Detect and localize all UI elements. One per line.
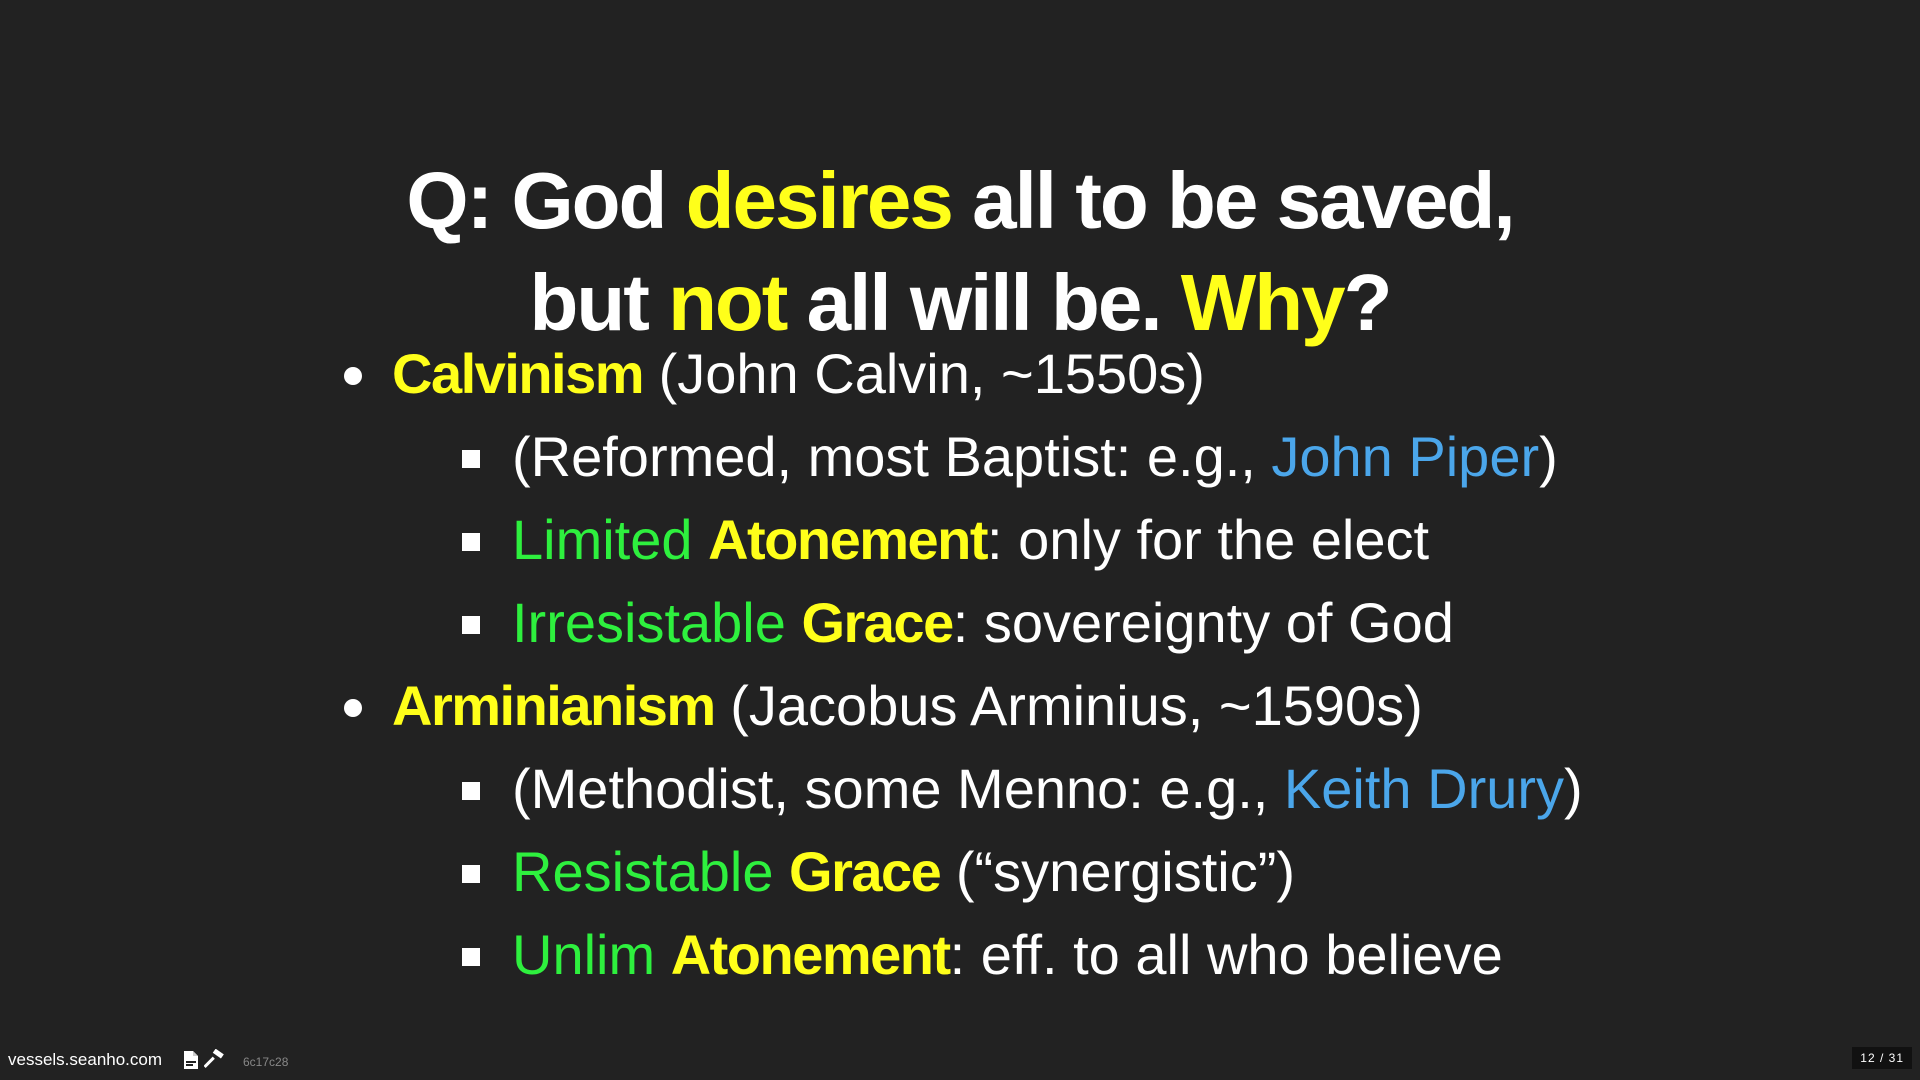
sub-green-term: Limited bbox=[512, 508, 693, 571]
bullet-detail: (Jacobus Arminius, ~1590s) bbox=[714, 674, 1423, 737]
sub-bold-term: Atonement bbox=[708, 508, 988, 571]
sub-text: : only for the elect bbox=[987, 508, 1430, 571]
pdf-icon[interactable] bbox=[180, 1049, 202, 1071]
sub-text: : eff. to all who believe bbox=[949, 923, 1503, 986]
square-bullet-icon bbox=[462, 865, 480, 883]
sub-bullet bbox=[340, 581, 1820, 664]
sub-space bbox=[693, 508, 709, 571]
sub-green-term: Irresistable bbox=[512, 591, 786, 654]
sub-text: ) bbox=[1539, 425, 1558, 488]
title-text: all will be. bbox=[786, 257, 1181, 347]
title-line-1 bbox=[0, 150, 1920, 252]
square-bullet-icon bbox=[462, 450, 480, 468]
commit-hash: 6c17c28 bbox=[243, 1055, 289, 1069]
square-bullet-icon bbox=[462, 948, 480, 966]
sub-bullet bbox=[340, 830, 1820, 913]
bullet-term: Calvinism bbox=[392, 342, 644, 405]
square-bullet-icon bbox=[462, 616, 480, 634]
link-keith-drury[interactable]: Keith Drury bbox=[1283, 757, 1565, 820]
sub-bold-term: Grace bbox=[801, 591, 953, 654]
sub-bullet bbox=[340, 498, 1820, 581]
title-highlight-not: not bbox=[668, 257, 787, 347]
sub-bold-term: Grace bbox=[789, 840, 941, 903]
sub-space bbox=[655, 923, 671, 986]
sub-text: (Methodist, some Menno: e.g., bbox=[512, 757, 1284, 820]
footer bbox=[0, 1040, 1920, 1080]
slide-title bbox=[0, 150, 1920, 354]
link-john-piper[interactable]: John Piper bbox=[1271, 425, 1540, 488]
footer-icons bbox=[180, 1049, 226, 1071]
bullet-list bbox=[340, 332, 1820, 996]
sub-bullet bbox=[340, 747, 1820, 830]
title-highlight-why: Why bbox=[1180, 257, 1344, 347]
sub-bullet bbox=[340, 415, 1820, 498]
sub-space bbox=[786, 591, 802, 654]
title-text: but bbox=[529, 257, 669, 347]
sub-bold-term: Atonement bbox=[670, 923, 950, 986]
sub-text: (“synergistic”) bbox=[940, 840, 1296, 903]
sub-text: (Reformed, most Baptist: e.g., bbox=[512, 425, 1272, 488]
sub-text: ) bbox=[1564, 757, 1583, 820]
title-highlight-desires: desires bbox=[685, 155, 952, 245]
bullet-calvinism bbox=[340, 332, 1820, 415]
title-text: Q: God bbox=[406, 155, 686, 245]
site-link[interactable]: vessels.seanho.com bbox=[8, 1050, 163, 1069]
page-counter: 12 / 31 bbox=[1852, 1047, 1912, 1069]
bullet-term: Arminianism bbox=[392, 674, 715, 737]
title-text: all to be saved, bbox=[951, 155, 1514, 245]
sub-green-term: Resistable bbox=[512, 840, 774, 903]
sub-green-term: Unlim bbox=[512, 923, 656, 986]
sub-text: : sovereignty of God bbox=[952, 591, 1454, 654]
bullet-detail: (John Calvin, ~1550s) bbox=[643, 342, 1205, 405]
sub-bullet bbox=[340, 913, 1820, 996]
bullet-arminianism bbox=[340, 664, 1820, 747]
title-text: ? bbox=[1343, 257, 1391, 347]
square-bullet-icon bbox=[462, 782, 480, 800]
hammer-icon[interactable] bbox=[204, 1049, 226, 1071]
bullet-dot-icon bbox=[344, 699, 362, 717]
bullet-dot-icon bbox=[344, 367, 362, 385]
sub-space bbox=[773, 840, 789, 903]
square-bullet-icon bbox=[462, 533, 480, 551]
